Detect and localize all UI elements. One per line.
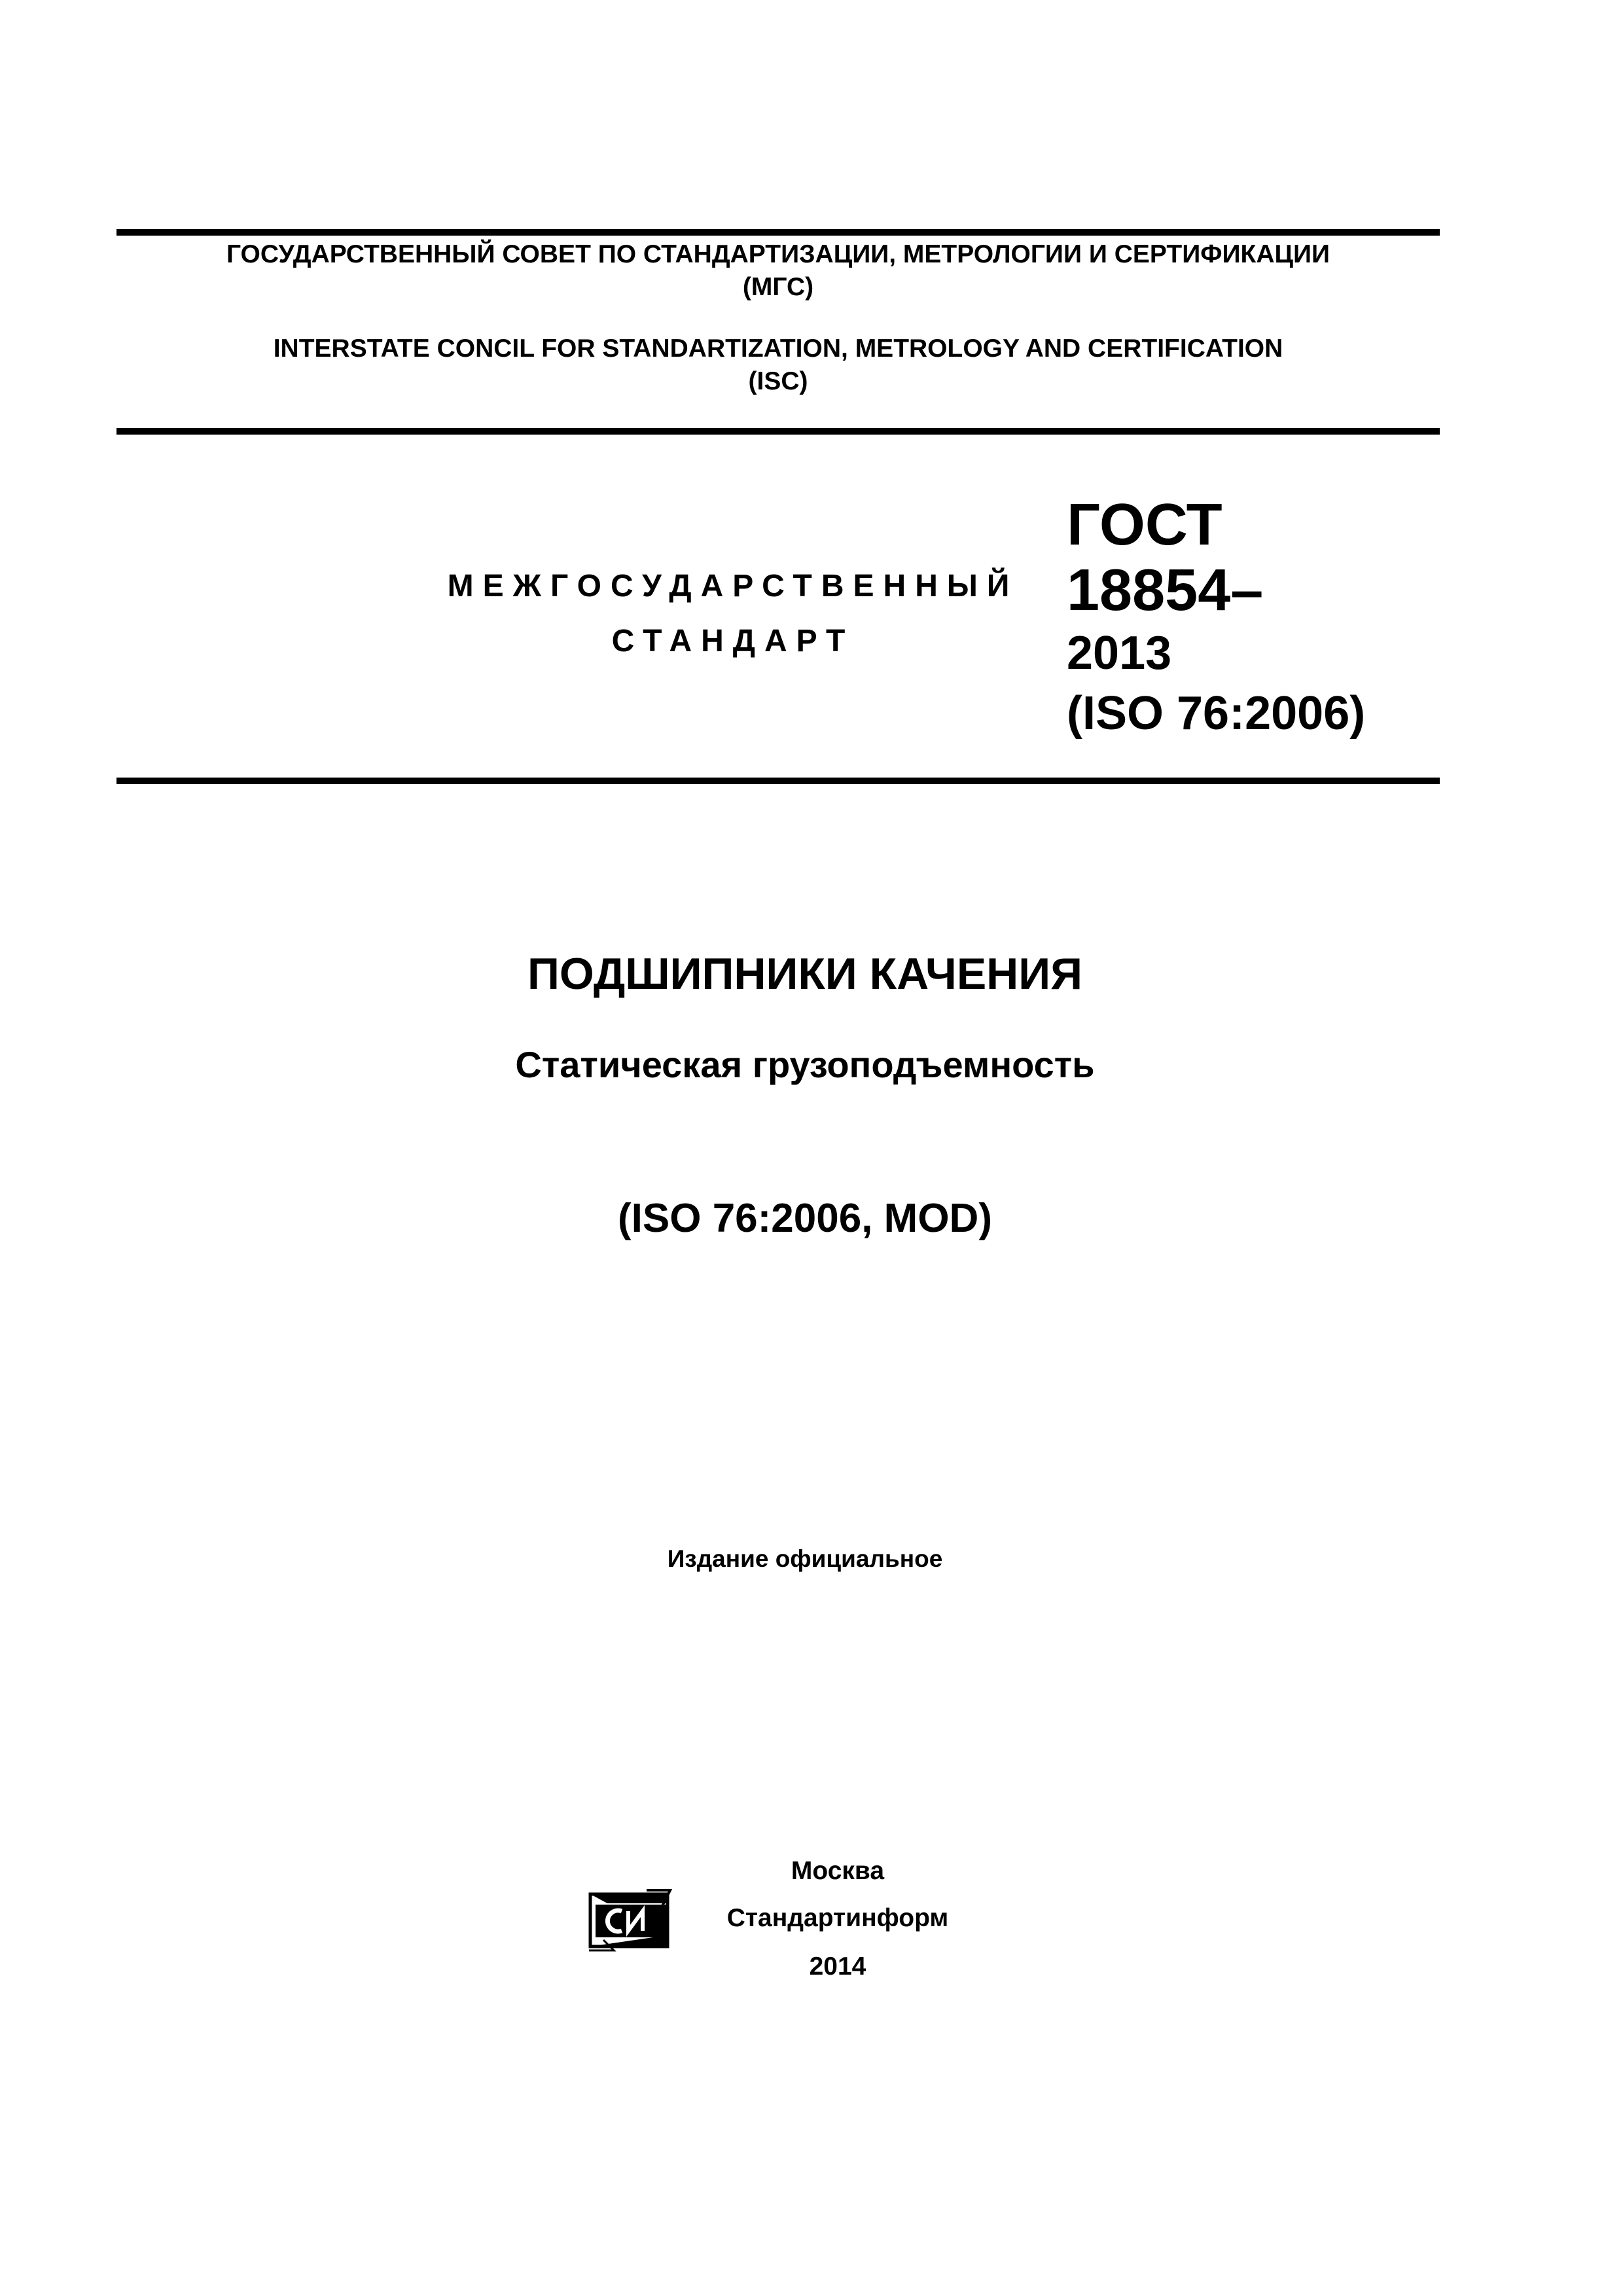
top-rule — [116, 229, 1440, 236]
gost-designation — [1067, 492, 1433, 744]
publisher-city: Москва — [791, 1857, 885, 1885]
gost-label: ГОСТ — [1067, 492, 1222, 558]
designation-bottom-rule — [116, 778, 1440, 784]
council-abbr-en: (ISC) — [748, 367, 808, 395]
document-subtitle: Статическая грузоподъемность — [515, 1044, 1095, 1085]
document-iso-mod: (ISO 76:2006, MOD) — [618, 1196, 992, 1241]
document-title: ПОДШИПНИКИ КАЧЕНИЯ — [527, 949, 1083, 999]
gost-year: 2013 — [1067, 627, 1172, 679]
gost-iso-ref: (ISO 76:2006) — [1067, 687, 1366, 740]
edition-label: Издание официальное — [667, 1545, 943, 1572]
standard-type-line2: СТАНДАРТ — [611, 624, 855, 658]
gost-number: 18854– — [1067, 558, 1264, 623]
council-name-ru: ГОСУДАРСТВЕННЫЙ СОВЕТ ПО СТАНДАРТИЗАЦИИ, МЕТРОЛОГИИ И СЕРТИФИКАЦИИ — [226, 240, 1330, 268]
publisher-name: Стандартинформ — [726, 1904, 949, 1932]
publisher-year: 2014 — [809, 1952, 866, 1981]
council-abbr-ru: (МГС) — [742, 273, 814, 301]
standard-type-line1: МЕЖГОСУДАРСТВЕННЫЙ — [447, 569, 1019, 603]
publisher-info — [654, 1856, 1021, 2000]
council-name-en: INTERSTATE CONCIL FOR STANDARTIZATION, METROLOGY AND CERTIFICATION — [273, 334, 1283, 363]
header-bottom-rule — [116, 428, 1440, 435]
